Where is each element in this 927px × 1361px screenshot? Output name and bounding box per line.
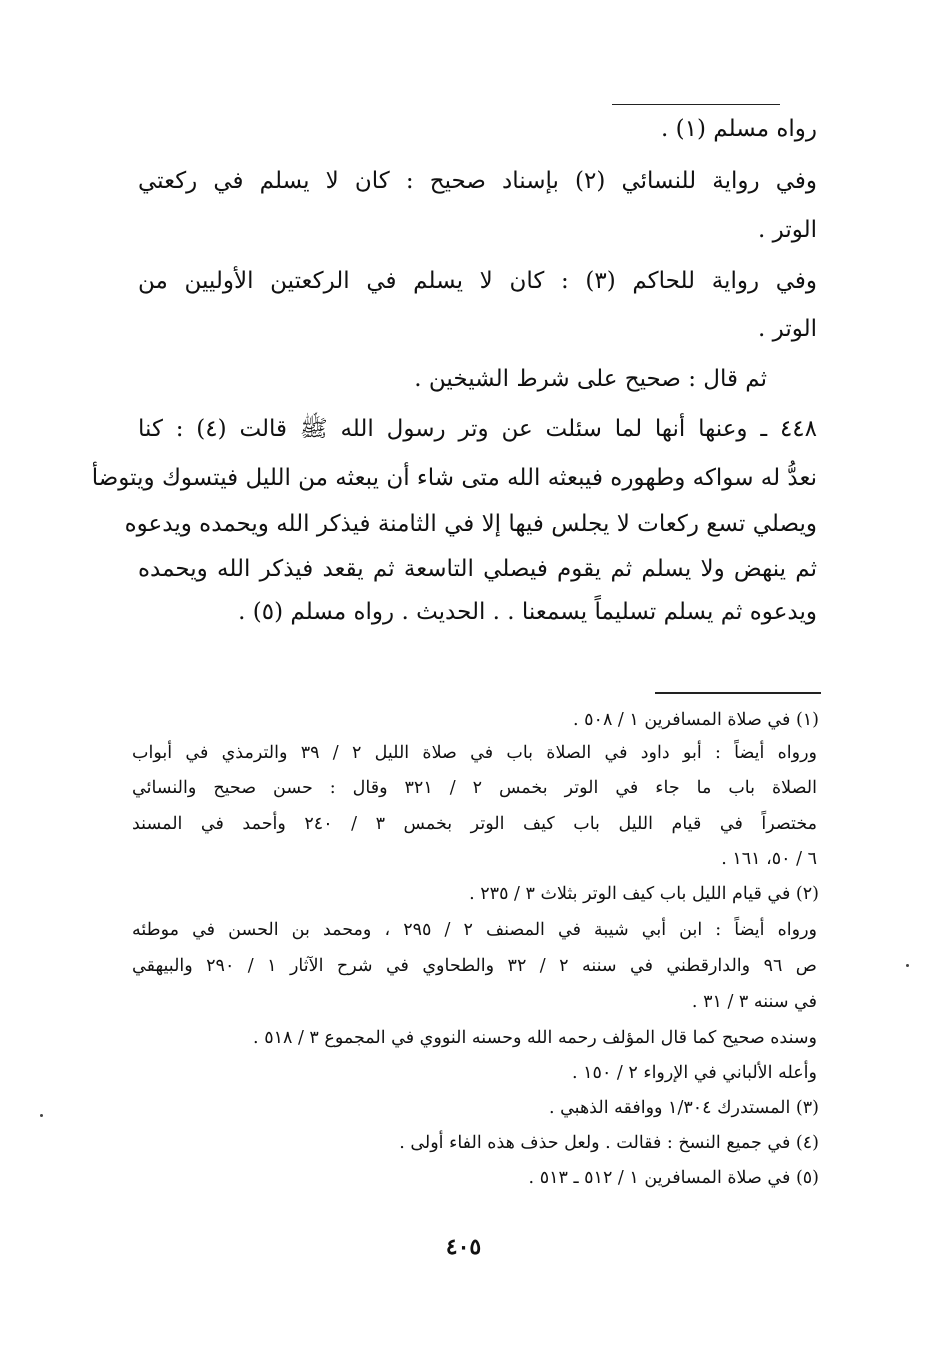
main-line: الوتر . (758, 316, 817, 342)
main-line: وفي رواية للحاكم (٣) : كان لا يسلم في الركعتين الأوليين من (138, 268, 817, 294)
footnote-line: وسنده صحيح كما قال المؤلف رحمه الله وحسنه النووي في المجموع ٣ / ٥١٨ . (253, 1028, 817, 1048)
footnote-3: (٣) المستدرك ١/٣٠٤ ووافقه الذهبي . (548, 1098, 819, 1118)
footnote-line: ورواه أيضاً : أبو داود في الصلاة باب في صلاة الليل ٢ / ٣٩ والترمذي في أبواب (132, 743, 818, 763)
footnote-line: ص ٩٦ والدارقطني في سننه ٢ / ٣٢ والطحاوي في شرح الآثار ١ / ٢٩٠ والبيهقي (132, 956, 817, 976)
footnote-line: وأعله الألباني في الإرواء ٢ / ١٥٠ . (572, 1063, 817, 1083)
footnote-line: مختصراً في قيام الليل باب كيف الوتر بخمس ٣ / ٢٤٠ وأحمد في المسند (132, 814, 818, 834)
footnote-line: ورواه أيضاً : ابن أبي شيبة في المصنف ٢ / ٢٩٥ ، ومحمد بن الحسن في موطئه (132, 920, 818, 940)
main-line: ويصلي تسع ركعات لا يجلس فيها إلا في الثامنة فيذكر الله ويحمده ويدعوه (124, 511, 817, 537)
hadith-448-line: ٤٤٨ ـ وعنها أنها لما سئلت عن وتر رسول الله ﷺ قالت (٤) : كنا (138, 416, 817, 442)
footnote-separator (655, 692, 821, 694)
footnote-1: (١) في صلاة المسافرين ١ / ٥٠٨ . (573, 710, 819, 730)
page-number: ٤٠٥ (445, 1234, 482, 1260)
footnote-4: (٤) في جميع النسخ : فقالت . ولعل حذف هذه الفاء أولى . (399, 1133, 819, 1153)
main-line: رواه مسلم (١) . (661, 116, 817, 142)
main-line: ثم ينهض ولا يسلم ثم يقوم فيصلي التاسعة ثم يقعد فيذكر الله ويحمده (138, 556, 817, 582)
main-line: ويدعوه ثم يسلم تسليماً يسمعنا . . الحديث . رواه مسلم (٥) . (238, 599, 817, 625)
footnote-line: ٦ / ٥٠، ١٦١ . (721, 849, 817, 869)
scan-speck (906, 964, 909, 967)
footnote-line: الصلاة باب ما جاء في الوتر بخمس ٢ / ٣٢١ وقال : حسن صحيح والنسائي (132, 778, 817, 798)
footnote-line: في سننه ٣ / ٣١ . (691, 992, 817, 1012)
footnote-2: (٢) في قيام الليل باب كيف الوتر بثلاث ٣ / ٢٣٥ . (469, 884, 819, 904)
main-line: ثم قال : صحيح على شرط الشيخين . (414, 366, 767, 392)
main-line: نعدُّ له سواكه وطهوره فيبعثه الله متى شاء أن يبعثه من الليل فيتسوك ويتوضأ (91, 465, 817, 491)
scan-speck (40, 1114, 43, 1117)
top-rule (612, 104, 780, 105)
footnote-5: (٥) في صلاة المسافرين ١ / ٥١٢ ـ ٥١٣ . (528, 1168, 819, 1188)
main-line: الوتر . (758, 217, 817, 243)
main-line: وفي رواية للنسائي (٢) بإسناد صحيح : كان لا يسلم في ركعتي (138, 168, 817, 194)
